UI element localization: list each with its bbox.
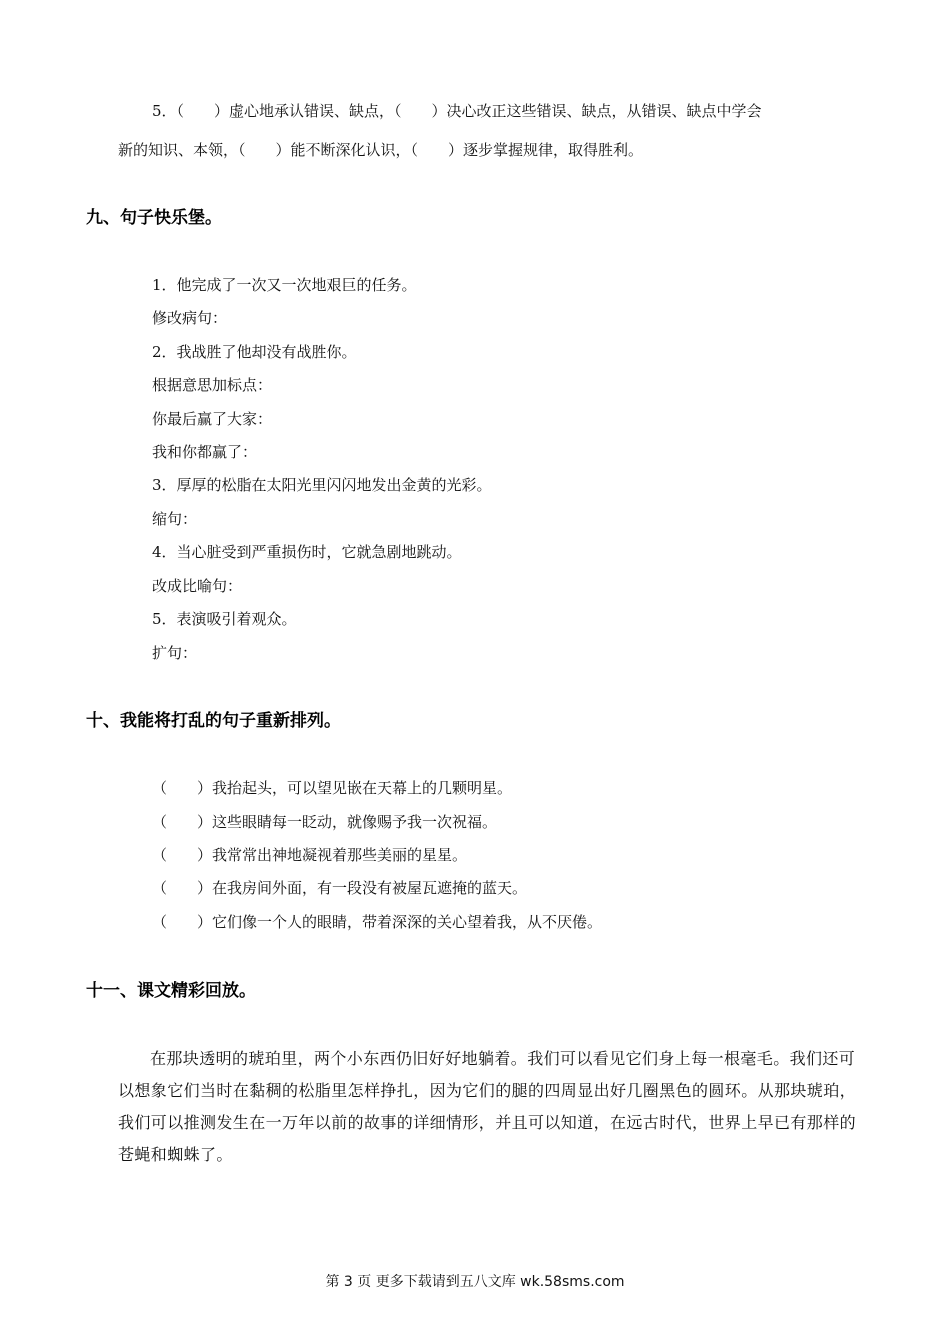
section-9-line: 2．我战胜了他却没有战胜你。: [152, 343, 357, 361]
section-9-line: 缩句：: [152, 510, 198, 528]
section-9-line: 3．厚厚的松脂在太阳光里闪闪地发出金黄的光彩。: [152, 476, 492, 494]
section-9-line: 扩句：: [152, 644, 198, 662]
text-passage: 在那块透明的琥珀里，两个小东西仍旧好好地躺着。我们可以看见它们身上每一根毫毛。我们还可以想象它们当时在黏稠的松脂里怎样挣扎，因为它们的腿的四周显出好几圈黑色的圆环。从那块琥珀，我们可以推测发生在一万年以前的故事的详细情形，并且可以知道，在远古时代，世界上早已有那样的苍蝇和蜘蛛了。: [118, 1049, 857, 1164]
reorder-item: （ ）这些眼睛每一眨动，就像赐予我一次祝福。: [152, 813, 498, 831]
section-9-line: 你最后赢了大家：: [152, 410, 273, 428]
section-9-line: 改成比喻句：: [152, 577, 243, 595]
section-9-line: 我和你都赢了：: [152, 443, 258, 461]
section-9-heading: 九、句子快乐堡。: [86, 208, 222, 228]
section-11-heading: 十一、课文精彩回放。: [86, 981, 256, 1001]
question-5-line-1: 5．（ ）虚心地承认错误、缺点，（ ）决心改正这些错误、缺点，从错误、缺点中学会: [152, 102, 762, 120]
page-footer: 第 3 页 更多下载请到五八文库 wk.58sms.com: [325, 1274, 625, 1290]
reorder-item: （ ）在我房间外面，有一段没有被屋瓦遮掩的蓝天。: [152, 879, 528, 897]
section-9-line: 5．表演吸引着观众。: [152, 610, 297, 628]
reorder-item: （ ）我常常出神地凝视着那些美丽的星星。: [152, 846, 468, 864]
section-10-heading: 十、我能将打乱的句子重新排列。: [86, 711, 341, 731]
reorder-item: （ ）我抬起头，可以望见嵌在天幕上的几颗明星。: [152, 779, 513, 797]
section-9-line: 1．他完成了一次又一次地艰巨的任务。: [152, 276, 417, 294]
section-9-line: 修改病句：: [152, 309, 228, 327]
reorder-item: （ ）它们像一个人的眼睛，带着深深的关心望着我，从不厌倦。: [152, 913, 603, 931]
section-9-line: 4．当心脏受到严重损伤时，它就急剧地跳动。: [152, 543, 462, 561]
section-9-line: 根据意思加标点：: [152, 376, 273, 394]
question-5-line-2: 新的知识、本领，（ ）能不断深化认识，（ ）逐步掌握规律，取得胜利。: [118, 141, 644, 159]
